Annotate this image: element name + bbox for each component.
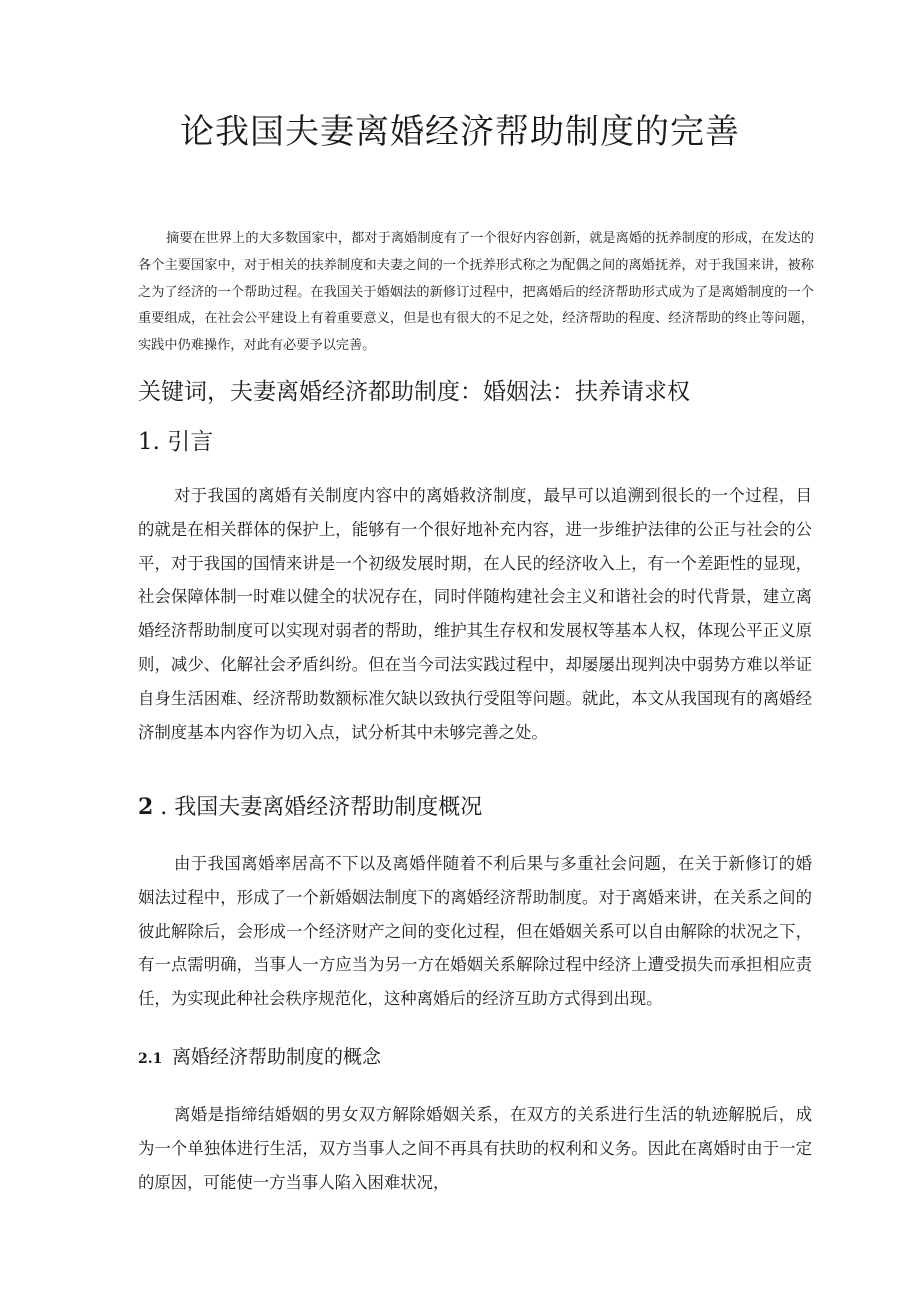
section-2-heading: [138, 790, 482, 821]
section-2-1-heading: [138, 1042, 381, 1069]
section-2-1-paragraph: 离婚是指缔结婚姻的男女双方解除婚姻关系，在双方的关系进行生活的轨迹解脱后，成为一个单独体进行生活，双方当事人之间不再具有扶助的权利和义务。因此在离婚时由于一定的原因，可能使一方当事人陷入困难状况，: [138, 1105, 812, 1192]
section-2-number: 2: [138, 794, 154, 820]
abstract-paragraph: 摘要在世界上的大多数国家中，都对于离婚制度有了一个很好内容创新，就是离婚的抚养制度的形成，在发达的各个主要国家中，对于相关的扶养制度和夫妻之间的一个抚养形式称之为配偶之间的离婚抚养，对于我国来讲，被称之为了经济的一个帮助过程。在我国关于婚姻法的新修订过程中，把离婚后的经济帮助形式成为了是离婚制度的一个重要组成，在社会公平建设上有着重要意义，但是也有很大的不足之处，经济帮助的程度、经济帮助的终止等问题，实践中仍难操作，对此有必要予以完善。: [138, 231, 814, 354]
document-title: 论我国夫妻离婚经济帮助制度的完善: [180, 112, 740, 152]
keywords-line: 关键词，夫妻离婚经济都助制度：婚姻法：扶养请求权: [138, 379, 690, 405]
section-2-1-title: 离婚经济帮助制度的概念: [172, 1046, 382, 1068]
section-1-paragraph: 对于我国的离婚有关制度内容中的离婚救济制度，最早可以追溯到很长的一个过程，目的就是在相关群体的保护上，能够有一个很好地补充内容，进一步维护法律的公正与社会的公平，对于我国的国情来讲是一个初级发展时期，在人民的经济收入上，有一个差距性的显现，社会保障体制一时难以健全的状况存在，同时伴随构建社会主义和谐社会的时代背景，建立离婚经济帮助制度可以实现对弱者的帮助，维护其生存权和发展权等基本人权，体现公平正义原则，减少、化解社会矛盾纠纷。但在当今司法实践过程中，却屡屡出现判决中弱势方难以举证自身生活困难、经济帮助数额标准欠缺以致执行受阻等问题。就此，本文从我国现有的离婚经济制度基本内容作为切入点，试分析其中未够完善之处。: [138, 486, 812, 742]
section-1-heading: 1. 引言: [138, 429, 214, 455]
section-2-title: . 我国夫妻离婚经济帮助制度概况: [153, 795, 483, 820]
section-2-1-number: 2.1: [138, 1051, 163, 1067]
section-2-paragraph: 由于我国离婚率居高不下以及离婚伴随着不利后果与多重社会问题，在关于新修订的婚姻法过程中，形成了一个新婚姻法制度下的离婚经济帮助制度。对于离婚来讲，在关系之间的彼此解除后，会形成一个经济财产之间的变化过程，但在婚姻关系可以自由解除的状况之下，有一点需明确，当事人一方应当为另一方在婚姻关系解除过程中经济上遭受损失而承担相应责任，为实现此种社会秩序规范化，这种离婚后的经济互助方式得到出现。: [138, 854, 812, 1009]
